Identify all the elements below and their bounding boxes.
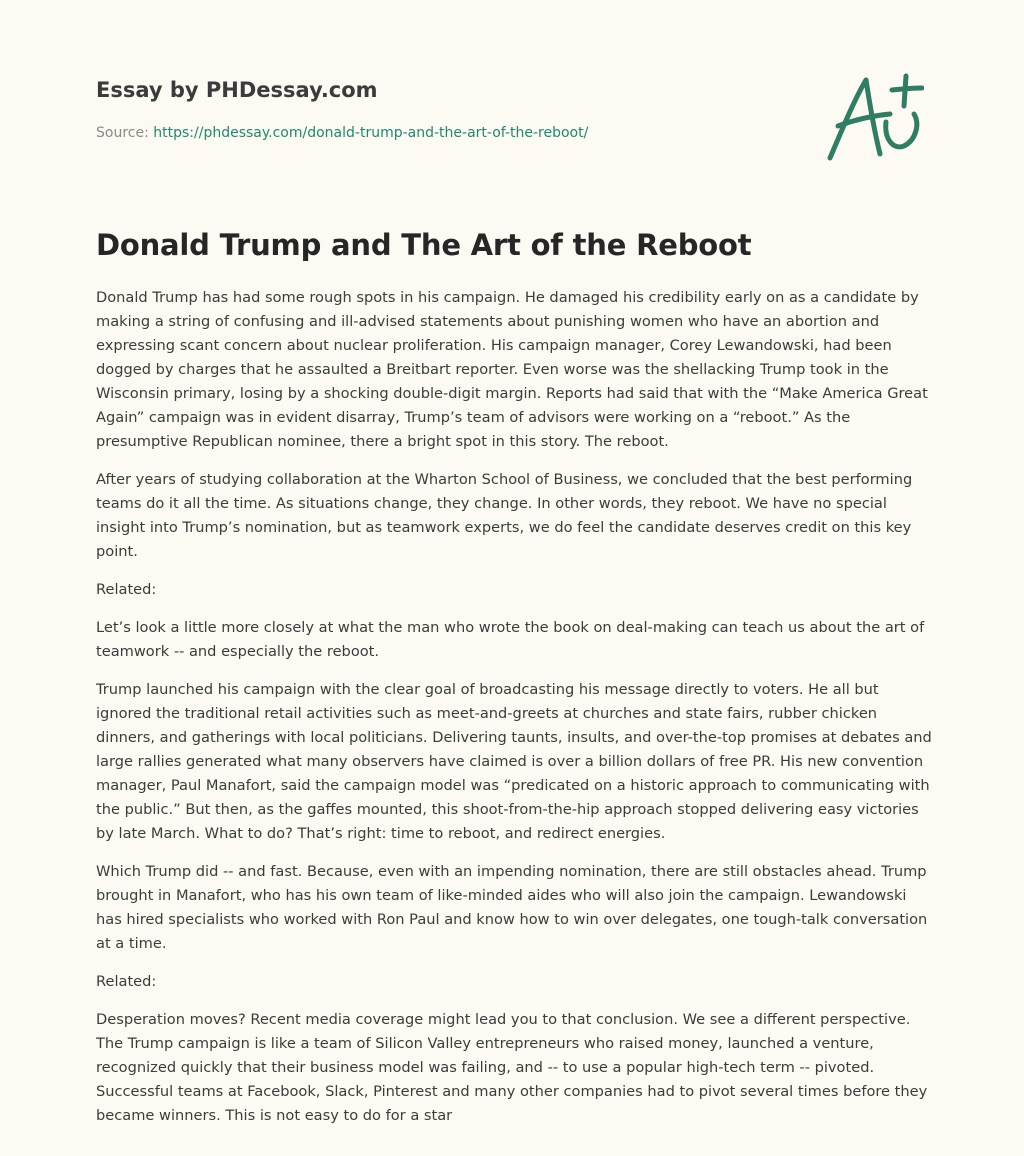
a-plus-logo-icon bbox=[824, 70, 924, 162]
source-line bbox=[96, 125, 588, 141]
page bbox=[96, 0, 936, 1124]
essay-body bbox=[96, 286, 932, 1142]
related-label: Related: bbox=[96, 973, 157, 990]
essay-paragraph: Donald Trump has had some rough spots in his campaign. He damaged his credibility early on as a candidate by making a string of confusing and ill-advised statements about punishing women who have an abortion and expressing scant concern about nuclear proliferation. His campaign manager, Corey Lewandowski, had been dogged by charges that he assaulted a Breitbart reporter. Even worse was the shellacking Trump took in the Wisconsin primary, losing by a shocking double-digit margin. Reports had said that with the “Make America Great Again” campaign was in evident disarray, Trump’s team of advisors were working on a “reboot.” As the presumptive Republican nominee, there a bright spot in this story. The reboot. bbox=[96, 289, 928, 450]
essay-paragraph: Desperation moves? Recent media coverage might lead you to that conclusion. We see a different perspective. The Trump campaign is like a team of Silicon Valley entrepreneurs who raised money, launched a venture, recognized quickly that their business model was failing, and -- to use a popular high-tech term -- pivoted. Successful teams at Facebook, Slack, Pinterest and many other companies had to pivot several times before they became winners. This is not easy to do for a star bbox=[96, 1011, 928, 1124]
essay-paragraph: Which Trump did -- and fast. Because, even with an impending nomination, there are still obstacles ahead. Trump brought in Manafort, who has his own team of like-minded aides who will also join the campaign. Lewandowski has hired specialists who worked with Ron Paul and know how to win over delegates, one tough-talk conversation at a time. bbox=[96, 863, 928, 952]
source-link[interactable]: https://phdessay.com/donald-trump-and-the-art-of-the-reboot/ bbox=[153, 125, 589, 141]
essay-paragraph: Let’s look a little more closely at what the man who wrote the book on deal-making can teach us about the art of teamwork -- and especially the reboot. bbox=[96, 619, 925, 660]
header bbox=[96, 0, 936, 262]
essay-paragraph: After years of studying collaboration at the Wharton School of Business, we concluded that the best performing teams do it all the time. As situations change, they change. In other words, they reboot. We have no special insight into Trump’s nomination, but as teamwork experts, we do feel the candidate deserves credit on this key point. bbox=[96, 471, 913, 560]
site-title: Essay by PHDessay.com bbox=[96, 78, 378, 102]
source-label: Source: bbox=[96, 125, 149, 141]
essay-paragraph: Trump launched his campaign with the clear goal of broadcasting his message directly to voters. He all but ignored the traditional retail activities such as meet-and-greets at churches and state fairs, rubber chicken dinners, and gatherings with local politicians. Delivering taunts, insults, and over-the-top promises at debates and large rallies generated what many observers have claimed is over a billion dollars of free PR. His new convention manager, Paul Manafort, said the campaign model was “predicated on a historic approach to communicating with the public.” But then, as the gaffes mounted, this shoot-from-the-hip approach stopped delivering easy victories by late March. What to do? That’s right: time to reboot, and redirect energies. bbox=[96, 681, 932, 842]
related-label: Related: bbox=[96, 581, 157, 598]
essay-title: Donald Trump and The Art of the Reboot bbox=[96, 228, 752, 262]
